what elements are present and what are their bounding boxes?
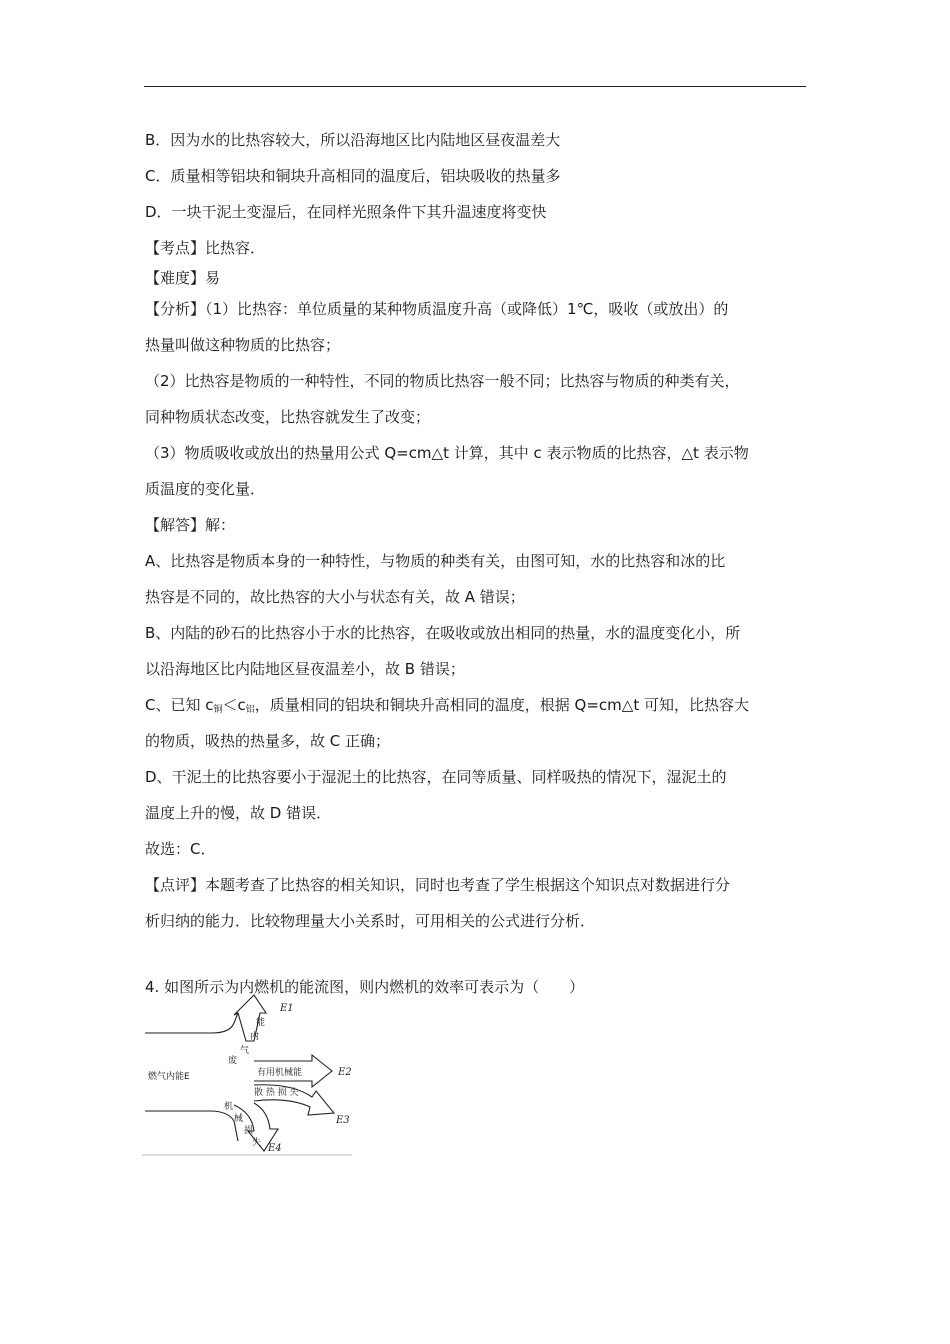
exhaust-char: 内 (250, 1032, 260, 1042)
answer-line-c (145, 687, 807, 723)
option-c: C．质量相等铝块和铜块升高相同的温度后，铝块吸收的热量多 (145, 167, 561, 185)
document-body (145, 122, 807, 1005)
analysis-line: 同种物质状态改变，比热容就发生了改变； (145, 408, 431, 426)
question-4-stem: 4. 如图所示为内燃机的能流图，则内燃机的效率可表示为（ ） (145, 978, 585, 996)
answer-line: 温度上升的慢，故 D 错误． (145, 804, 332, 822)
header-rule (144, 86, 806, 87)
analysis-line: （3）物质吸收或放出的热量用公式 Q=cm△t 计算，其中 c 表示物质的比热容，△t 表示物 (145, 444, 749, 462)
input-flow-top (145, 1013, 238, 1033)
input-label: 燃气内能E (148, 1072, 190, 1082)
label-e3: E3 (336, 1115, 350, 1126)
answer-c-post: ，质量相同的铝块和铜块升高相同的温度，根据 Q=cm△t 可知，比热容大 (254, 696, 749, 714)
mech-loss-char: 械 (234, 1114, 244, 1124)
option-b: B．因为水的比热容较大，所以沿海地区比内陆地区昼夜温差大 (145, 131, 561, 149)
answer-line: B、内陆的砂石的比热容小于水的比热容，在吸收或放出相同的热量，水的温度变化小，所 (145, 624, 741, 642)
input-flow-bottom (145, 1111, 238, 1141)
option-d: D．一块干泥土变湿后，在同样光照条件下其升温速度将变快 (145, 203, 547, 221)
answer-choice: 故选：C． (145, 840, 216, 858)
exhaust-char: 气 (240, 1046, 250, 1056)
kaodian-line: 【考点】比热容． (145, 239, 266, 257)
mech-loss-char: 损 (244, 1126, 254, 1136)
label-e2: E2 (338, 1067, 352, 1078)
label-e4: E4 (268, 1143, 282, 1154)
answer-line: 以沿海地区比内陆地区昼夜温差小，故 B 错误； (145, 660, 465, 678)
difficulty-line: 【难度】易 (145, 269, 221, 287)
analysis-line: （2）比热容是物质的一种特性，不同的物质比热容一般不同；比热容与物质的种类有关， (145, 372, 740, 390)
analysis-line: 质温度的变化量． (145, 480, 266, 498)
heat-loss-label: 散 热 损 失 (254, 1088, 299, 1098)
mech-loss-char: 失 (252, 1138, 262, 1148)
label-e1: E1 (280, 1003, 294, 1014)
energy-flow-diagram (142, 993, 354, 1157)
answer-line: A、比热容是物质本身的一种特性，与物质的种类有关，由图可知，水的比热容和冰的比 (145, 552, 726, 570)
exhaust-char: 能 (256, 1018, 266, 1028)
exhaust-char: 废 (228, 1056, 238, 1066)
answer-line: 热容是不同的，故比热容的大小与状态有关，故 A 错误； (145, 588, 525, 606)
useful-label: 有用机械能 (257, 1068, 303, 1078)
answer-line: D、干泥土的比热容要小于湿泥土的比热容，在同等质量、同样吸热的情况下，湿泥土的 (145, 768, 727, 786)
answer-line: 的物质，吸热的热量多，故 C 正确； (145, 732, 391, 750)
answer-heading: 【解答】解： (145, 516, 236, 534)
review-line: 析归纳的能力．比较物理量大小关系时，可用相关的公式进行分析． (145, 912, 596, 930)
analysis-line: 【分析】（1）比热容：单位质量的某种物质温度升高（或降低）1℃，吸收（或放出）的 (145, 300, 729, 318)
answer-c-mid: ＜c (222, 696, 246, 714)
analysis-line: 热量叫做这种物质的比热容； (145, 336, 341, 354)
review-line: 【点评】本题考查了比热容的相关知识，同时也考查了学生根据这个知识点对数据进行分 (145, 876, 731, 894)
subscript-copper: 铜 (213, 705, 223, 715)
subscript-aluminum: 铝 (245, 705, 255, 715)
mech-loss-char: 机 (224, 1102, 234, 1112)
answer-c-pre: C、已知 c (145, 696, 214, 714)
